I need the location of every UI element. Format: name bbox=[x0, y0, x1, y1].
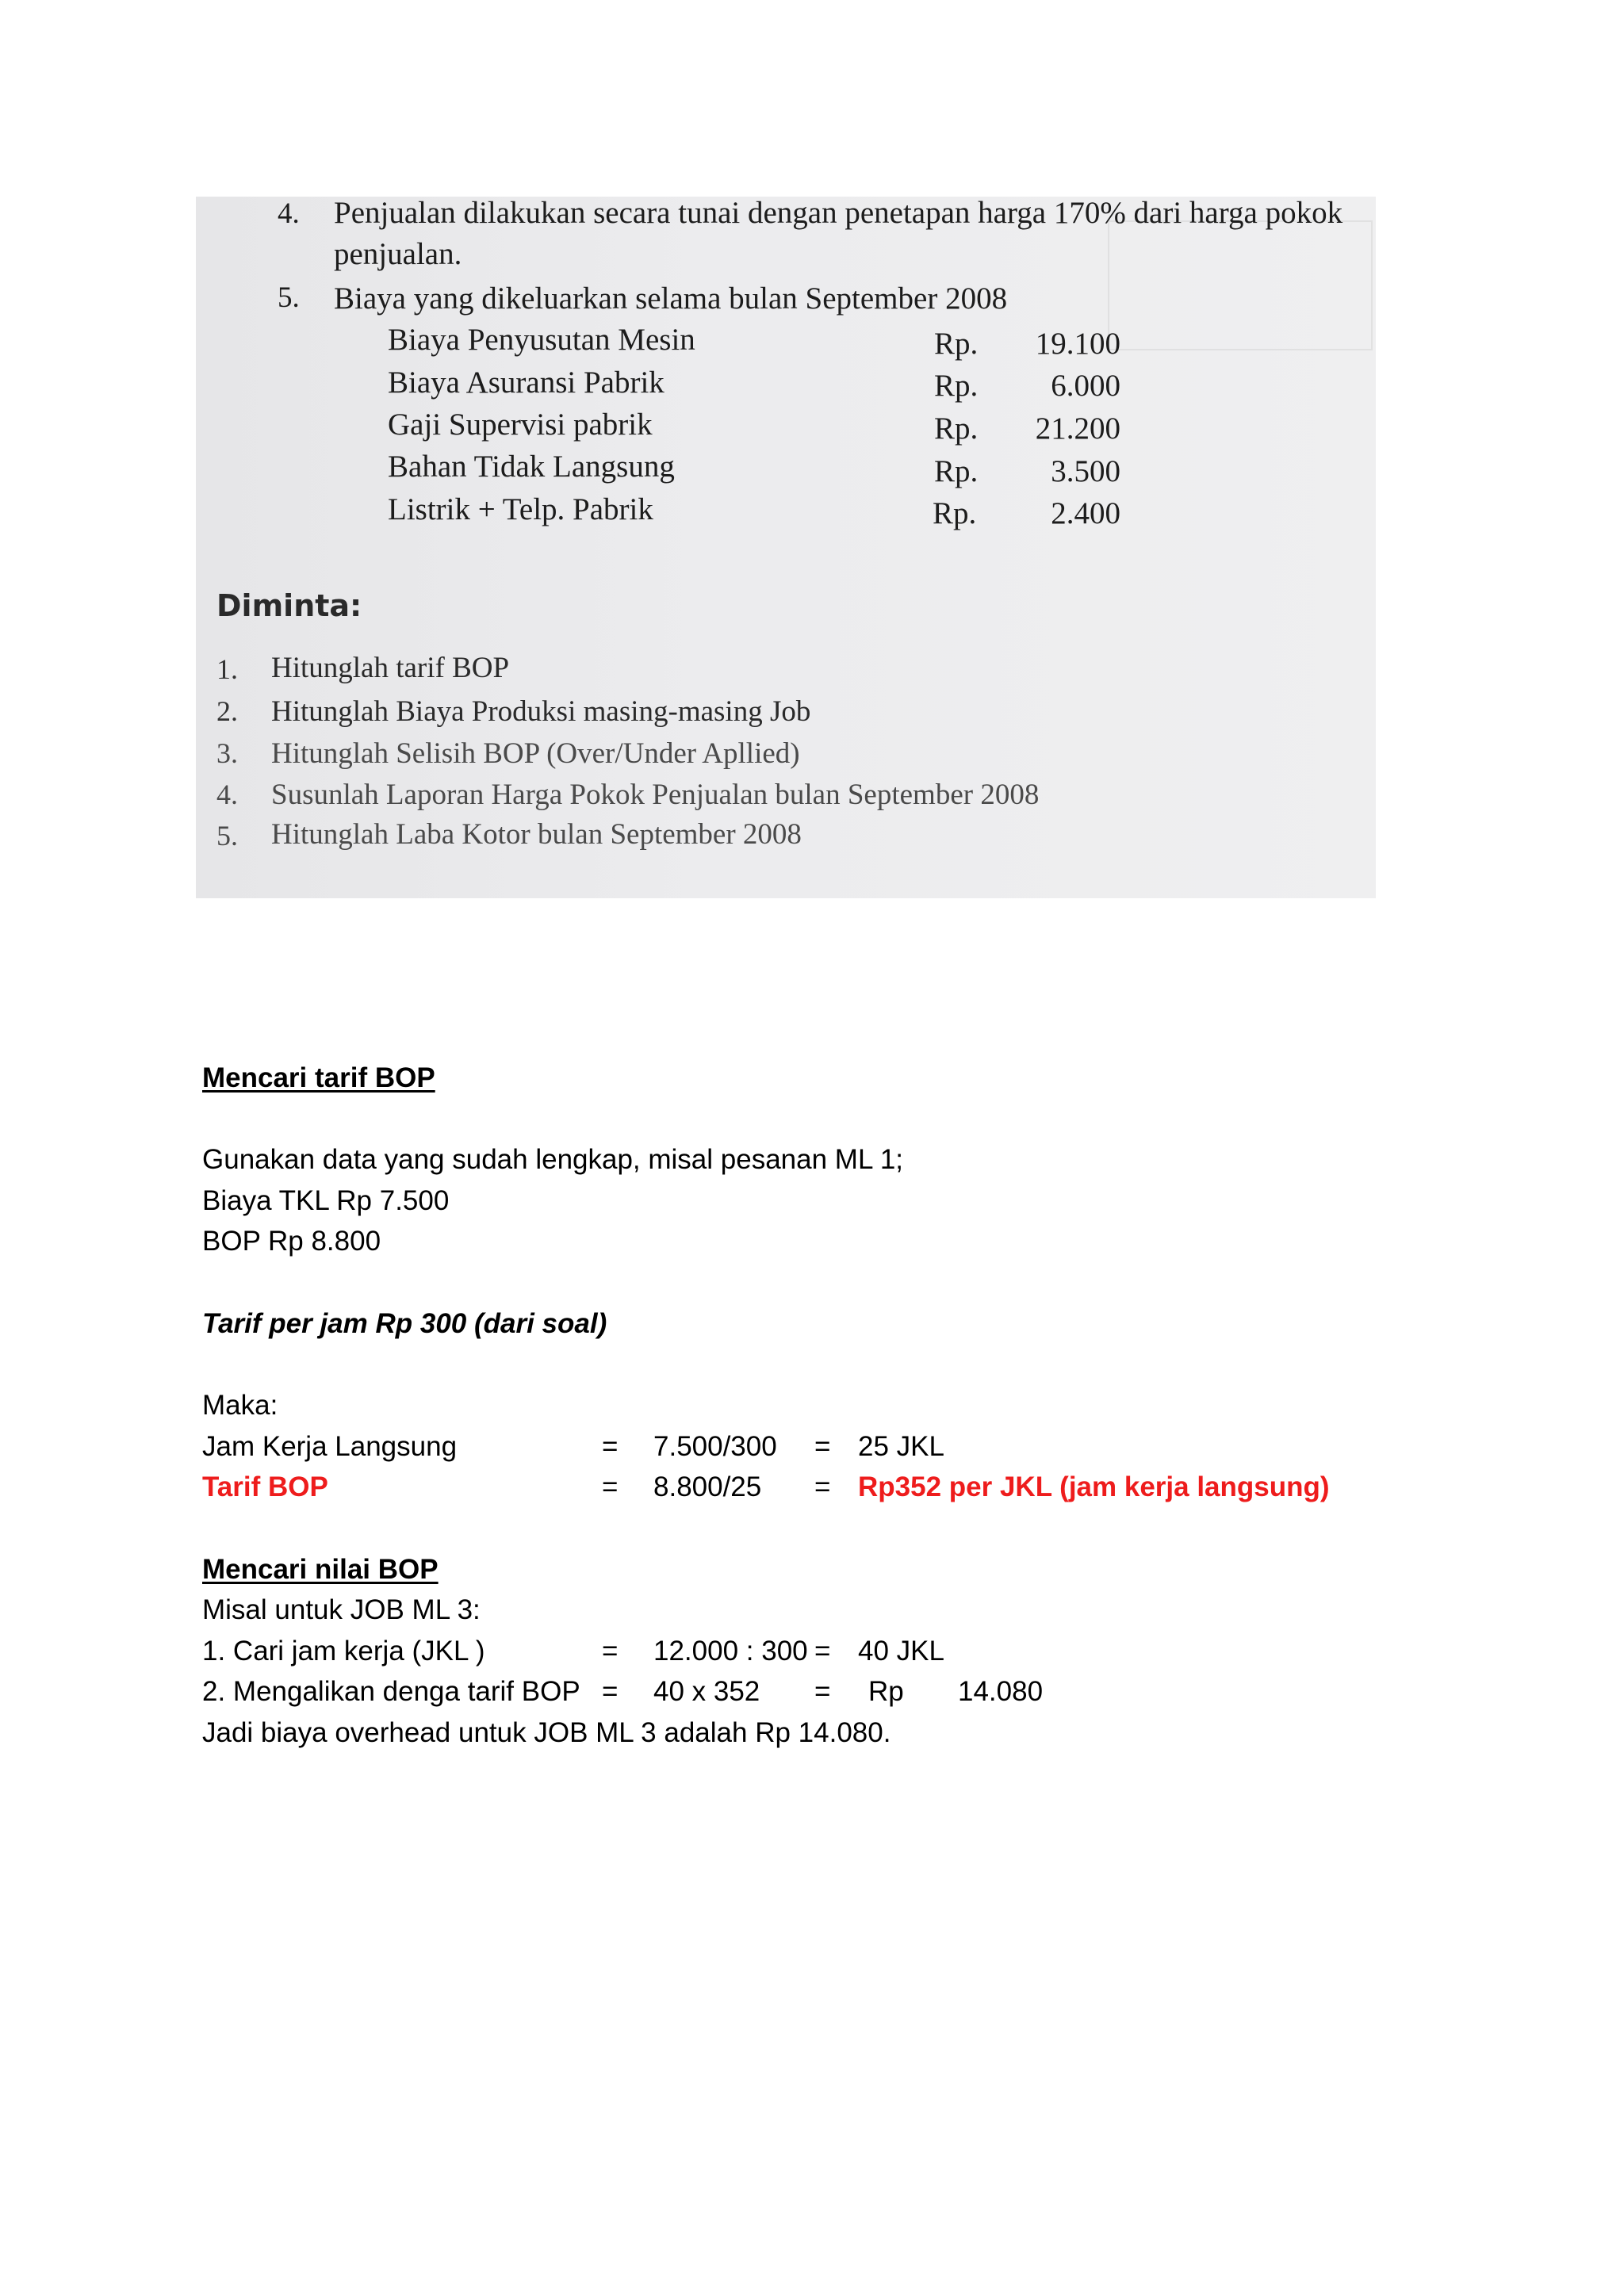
step-label: 1. Cari jam kerja (JKL ) bbox=[202, 1636, 485, 1667]
cost-value: 6.000 bbox=[1051, 369, 1120, 403]
bleed-through-table bbox=[1108, 220, 1373, 350]
cost-label: Biaya Penyusutan Mesin bbox=[388, 323, 695, 357]
calc-label-highlight: Tarif BOP bbox=[202, 1471, 328, 1502]
section-heading-tarif-bop: Mencari tarif BOP bbox=[202, 1062, 435, 1093]
request-text: Hitunglah Selisih BOP (Over/Under Apllied) bbox=[271, 737, 800, 770]
cost-label: Listrik + Telp. Pabrik bbox=[388, 492, 653, 526]
request-text: Hitunglah Laba Kotor bulan September 2008 bbox=[271, 818, 802, 851]
request-text: Hitunglah tarif BOP bbox=[271, 652, 510, 684]
request-number: 3. bbox=[216, 737, 238, 769]
equals-sign: = bbox=[814, 1471, 831, 1502]
calc-result: 40 JKL bbox=[858, 1636, 944, 1667]
section-intro: Misal untuk JOB ML 3: bbox=[202, 1594, 481, 1625]
item-number: 5. bbox=[278, 281, 300, 314]
cost-currency: Rp. bbox=[934, 369, 979, 403]
scanned-textbook-excerpt bbox=[196, 197, 1376, 898]
equals-sign: = bbox=[602, 1676, 619, 1707]
cost-label: Bahan Tidak Langsung bbox=[388, 450, 675, 484]
cost-currency: Rp. bbox=[933, 496, 977, 530]
cost-value: 19.100 bbox=[1035, 327, 1120, 361]
cost-value: 21.200 bbox=[1035, 411, 1120, 446]
currency-label: Rp bbox=[868, 1676, 904, 1707]
section-intro: Gunakan data yang sudah lengkap, misal pesanan ML 1; bbox=[202, 1144, 904, 1175]
item-number: 4. bbox=[278, 197, 300, 230]
section-heading-nilai-bop: Mencari nilai BOP bbox=[202, 1554, 439, 1585]
request-number: 2. bbox=[216, 695, 238, 727]
diminta-heading: Diminta: bbox=[216, 588, 362, 623]
equals-sign: = bbox=[814, 1676, 831, 1707]
step-label: 2. Mengalikan denga tarif BOP bbox=[202, 1676, 580, 1707]
request-number: 1. bbox=[216, 653, 238, 685]
bop-cost-line: BOP Rp 8.800 bbox=[202, 1226, 381, 1257]
calc-expression: 7.500/300 bbox=[653, 1431, 777, 1462]
request-text: Hitunglah Biaya Produksi masing-masing Job bbox=[271, 695, 811, 728]
cost-value: 3.500 bbox=[1051, 454, 1120, 488]
request-number: 5. bbox=[216, 820, 238, 851]
cost-label: Gaji Supervisi pabrik bbox=[388, 408, 653, 442]
calc-expression: 8.800/25 bbox=[653, 1471, 762, 1502]
item-4-text-line-2: penjualan. bbox=[334, 237, 462, 271]
cost-currency: Rp. bbox=[934, 454, 979, 488]
cost-currency: Rp. bbox=[934, 327, 979, 361]
conclusion-line: Jadi biaya overhead untuk JOB ML 3 adalah Rp 14.080. bbox=[202, 1717, 891, 1748]
maka-label: Maka: bbox=[202, 1390, 278, 1421]
equals-sign: = bbox=[602, 1471, 619, 1502]
cost-currency: Rp. bbox=[934, 411, 979, 446]
calc-expression: 12.000 : 300 bbox=[653, 1636, 808, 1667]
tkl-cost-line: Biaya TKL Rp 7.500 bbox=[202, 1185, 450, 1216]
cost-label: Biaya Asuransi Pabrik bbox=[388, 365, 665, 400]
cost-value: 2.400 bbox=[1051, 496, 1120, 530]
calc-amount: 14.080 bbox=[958, 1676, 1044, 1707]
calc-expression: 40 x 352 bbox=[653, 1676, 760, 1707]
item-5-text: Biaya yang dikeluarkan selama bulan September 2008 bbox=[334, 281, 1008, 316]
request-text: Susunlah Laporan Harga Pokok Penjualan bulan September 2008 bbox=[271, 779, 1040, 811]
equals-sign: = bbox=[814, 1431, 831, 1462]
equals-sign: = bbox=[602, 1636, 619, 1667]
equals-sign: = bbox=[814, 1636, 831, 1667]
request-number: 4. bbox=[216, 779, 238, 810]
rate-note: Tarif per jam Rp 300 (dari soal) bbox=[202, 1308, 607, 1339]
calc-label: Jam Kerja Langsung bbox=[202, 1431, 458, 1462]
item-4-text-line-1: Penjualan dilakukan secara tunai dengan penetapan harga 170% dari harga pokok bbox=[334, 196, 1343, 230]
calc-result: 25 JKL bbox=[858, 1431, 944, 1462]
equals-sign: = bbox=[602, 1431, 619, 1462]
calc-result-highlight: Rp352 per JKL (jam kerja langsung) bbox=[858, 1471, 1330, 1502]
